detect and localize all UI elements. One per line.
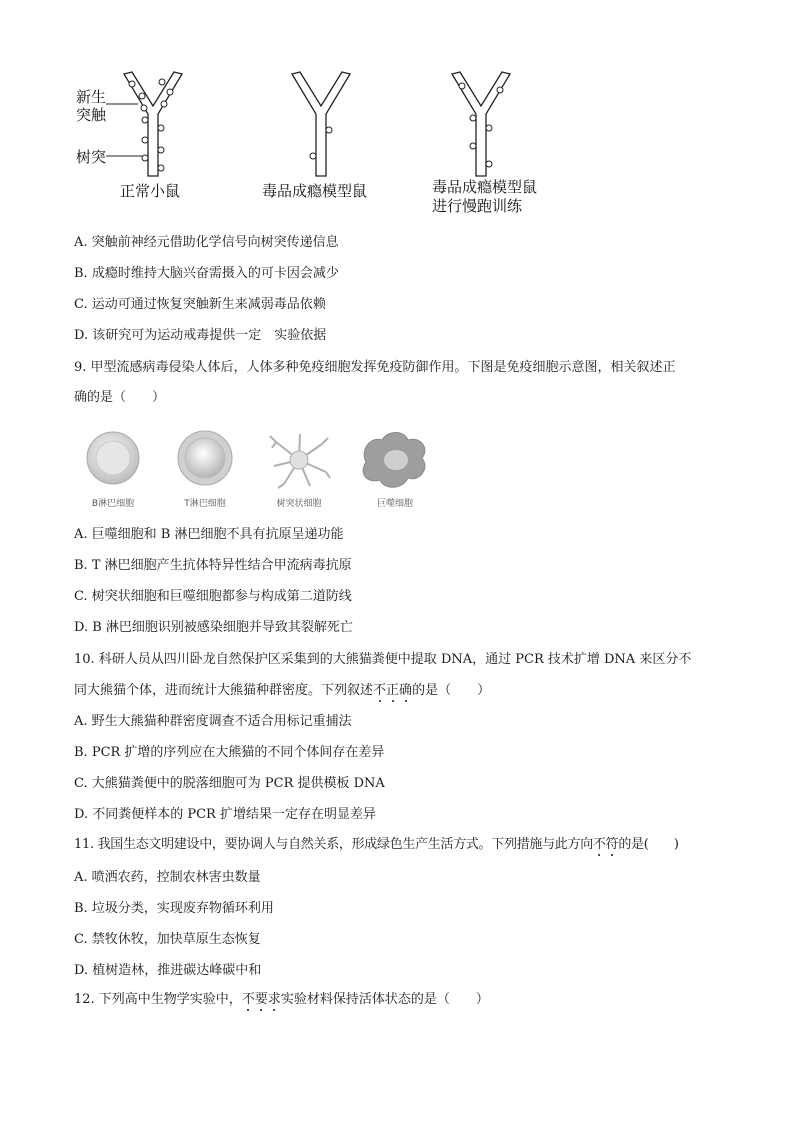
macrophage-image — [356, 426, 432, 494]
q10-option-b: B. PCR 扩增的序列应在大熊猫的不同个体间存在差异 — [74, 745, 385, 760]
q9-option-d: D. B 淋巴细胞识别被感染细胞并导致其裂解死亡 — [74, 620, 353, 635]
q11-option-d: D. 植树造林，推进碳达峰碳中和 — [74, 963, 262, 978]
q11-option-c: C. 禁牧休牧，加快草原生态恢复 — [74, 932, 261, 947]
q8-option-d: D. 该研究可为运动戒毒提供一定 实验依据 — [74, 328, 327, 343]
caption-jogging-2: 进行慢跑训练 — [432, 197, 523, 215]
q10-option-c: C. 大熊猫粪便中的脱落细胞可为 PCR 提供模板 DNA — [74, 776, 385, 791]
dendrite-diagram-jogging — [440, 68, 520, 178]
q11-option-b: B. 垃圾分类，实现废弃物循环利用 — [74, 901, 274, 916]
dendrite-label: 树突 — [76, 148, 107, 166]
q9-stem-line1: 9. 甲型流感病毒侵染人体后，人体多种免疫细胞发挥免疫防御作用。下图是免疫细胞示意图，相关叙述正 — [74, 360, 676, 375]
q12-stem: 12. 下列高中生物学实验中，不要求实验材料保持活体状态的是（ ） — [74, 992, 489, 1007]
q10-stem-line2: 同大熊猫个体，进而统计大熊猫种群密度。下列叙述不正确的是（ ） — [74, 683, 491, 698]
q9-option-b: B. T 淋巴细胞产生抗体特异性结合甲流病毒抗原 — [74, 558, 352, 573]
q8-option-a: A. 突触前神经元借助化学信号向树突传递信息 — [74, 235, 339, 250]
q9-option-c: C. 树突状细胞和巨噬细胞都参与构成第二道防线 — [74, 589, 352, 604]
cell-label-dendritic-cell: 树突状细胞 — [276, 499, 322, 509]
q11-option-a: A. 喷洒农药，控制农林害虫数量 — [74, 870, 261, 885]
new-synapse-label-1: 新生 — [76, 88, 107, 106]
q10-stem-line1: 10. 科研人员从四川卧龙自然保护区采集到的大熊猫粪便中提取 DNA，通过 PCR 技术扩增 DNA 来区分不 — [74, 652, 692, 667]
dendrite-diagram-addiction — [280, 68, 360, 178]
label-lines — [104, 90, 144, 170]
caption-addiction-model: 毒品成瘾模型鼠 — [262, 182, 368, 200]
cell-label-macrophage: 巨噬细胞 — [376, 499, 413, 509]
q9-stem-line2: 确的是（ ） — [74, 390, 166, 405]
dendritic-cell-image — [266, 428, 332, 492]
q10-option-a: A. 野生大熊猫种群密度调查不适合用标记重捕法 — [74, 714, 352, 729]
new-synapse-label-2: 突触 — [76, 106, 107, 124]
t-lymphocyte-image — [176, 428, 234, 492]
q11-stem: 11. 我国生态文明建设中，要协调人与自然关系，形成绿色生产生活方式。下列措施与此方向不符的是( ) — [74, 837, 679, 852]
cell-label-t-lymphocyte: T淋巴细胞 — [184, 499, 226, 509]
q8-option-b: B. 成瘾时维持大脑兴奋需摄入的可卡因会减少 — [74, 266, 339, 281]
q9-option-a: A. 巨噬细胞和 B 淋巴细胞不具有抗原呈递功能 — [74, 527, 344, 542]
cell-label-b-lymphocyte: B淋巴细胞 — [91, 499, 135, 509]
caption-normal-mouse: 正常小鼠 — [120, 182, 181, 200]
q10-option-d: D. 不同粪便样本的 PCR 扩增结果一定存在明显差异 — [74, 807, 376, 822]
caption-jogging-1: 毒品成瘾模型鼠 — [432, 178, 538, 196]
b-lymphocyte-image — [84, 428, 142, 492]
q8-option-c: C. 运动可通过恢复突触新生来减弱毒品依赖 — [74, 297, 326, 312]
